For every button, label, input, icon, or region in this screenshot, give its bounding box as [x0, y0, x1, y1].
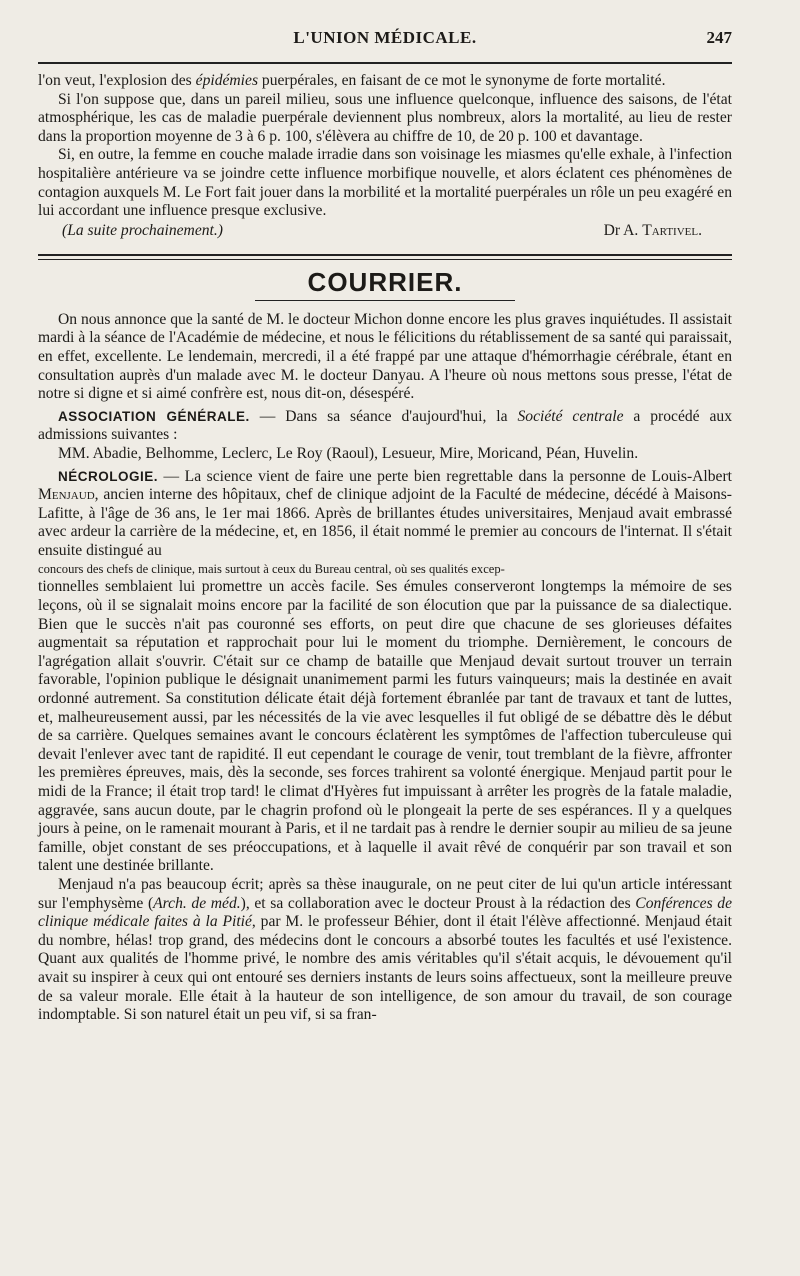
author-signature — [604, 221, 702, 240]
paragraph — [38, 408, 732, 445]
author-name: Tartivel. — [642, 221, 702, 239]
page-number: 247 — [706, 28, 732, 47]
text: , par M. le professeur Béhier, dont il était l'élève affectionné. Menjaud était du nombre, hélas! trop grand, des médecins dont le concours a absorbé toutes les facultés et usé l'existence. Quant aux qualités de l'homme privé, le nombre des amis véritables qu'il s'était acquis, le dévouement qu'il avait su inspirer à ceux qui ont entouré ses derniers instants de leurs soins affectueux, sont la meilleure preuve de sa valeur morale. Elle était à la hauteur de son intelligence, de son amour du travail, de son courage indomptable. Si son naturel était un peu vif, si sa fran- — [38, 913, 732, 1024]
emphasis: Arch. de méd. — [153, 894, 241, 912]
paragraph — [38, 876, 732, 1025]
section-divider — [38, 254, 732, 260]
emphasis: épidémies — [195, 72, 259, 89]
rubric-heading: ASSOCIATION GÉNÉRALE. — [58, 408, 250, 424]
paragraph: On nous annonce que la santé de M. le docteur Michon donne encore les plus graves inquiétudes. Il assistait mardi à la séance de l'Académie de médecine, et nous le félicitions du rétablissement de sa santé qui paraissait, en effet, excellente. Le lendemain, mercredi, il a été frappé par une attaque d'hémorrhagie cérébrale, étant en consultation auprès d'un malade avec M. le docteur Danyau. A l'heure où nous mettons sous presse, l'état de notre si digne et si aimé confrère est, nous dit-on, désespéré. — [38, 310, 732, 403]
text: puerpérales, en faisant de ce mot le synonyme de forte mortalité. — [258, 72, 666, 89]
rubric-heading: NÉCROLOGIE. — [58, 468, 159, 484]
text: — Dans sa séance d'aujourd'hui, la — [249, 407, 518, 425]
running-head — [38, 28, 732, 58]
courrier-section — [38, 311, 732, 1025]
paragraph — [38, 72, 732, 91]
journal-title: L'UNION MÉDICALE. — [293, 28, 477, 47]
section-title: COURRIER. — [307, 266, 463, 297]
emphasis: Conférences de clinique médicale faites à la Pitié — [38, 894, 733, 931]
paragraph: Si l'on suppose que, dans un pareil milieu, sous une influence quelconque, influence des saisons, de l'état atmosphérique, les cas de maladie puerpérale deviennent plus nombreux, alors la mortalité, au lieu de rester dans la proportion moyenne de 3 à 6 p. 100, s'élèvera au chiffre de 10, de 20 p. 100 et davantage. — [38, 90, 732, 145]
emphasis: Société centrale — [517, 407, 624, 425]
text: l'on veut, l'explosion des — [38, 72, 196, 89]
paragraph — [38, 468, 732, 561]
paragraph: tionnelles semblaient lui promettre un accès facile. Ses émules conserveront longtemps la mémoire de ses leçons, où il se signalait moins encore par la facilité de son élocution que par la puissance de sa dialectique. Bien que le succès n'ait pas couronné ses efforts, on peut dire que chacune de ses glorieuses défaites augmentait sa réputation et rapprochait pour lui le moment du triomphe. Dernièrement, le concours de l'agrégation allait s'ouvrir. C'était sur ce champ de bataille que Menjaud devait surtout trouver un terrain favorable, l'opinion publique le désignait unanimement parmi les futurs vainqueurs; mais la destinée en avait ordonné autrement. Sa constitution délicate était déjà fortement ébranlée par tant de travaux et tant de luttes, et, malheureusement aussi, par les nécessités de la vie avec lesquelles il fut obligé de se débattre dès le début de sa carrière. Quelques semaines avant le concours éclatèrent les symptômes de l'affection tuberculeuse qui devait l'enlever avec tant de rapidité. Il eut cependant le courage de venir, tout tremblant de la fièvre, affronter les premières épreuves, mais, dès la seconde, ses forces trahirent sa volonté énergique. Menjaud partit pour le midi de la France; il était trop tard! le climat d'Hyères fut impuissant à arrêter les progrès de la fatale maladie, aggravée, sans aucun doute, par le chagrin profond où le plongeait la perte de ses espérances. Il y a quelques jours à peine, on le ramenait mourant à Paris, et il ne tardait pas à rendre le dernier soupir au milieu de sa jeune famille, objet constant de ses préoccupations, et à laquelle il avait rêvé de conquérir par son travail et son talent une destinée brillante. — [38, 578, 732, 875]
paragraph: Si, en outre, la femme en couche malade irradie dans son voisinage les miasmes qu'elle exhale, à l'infection hospitalière antérieure va se joindre cette influence morbifique nouvelle, et alors éclatent ces phénomènes de contagion auxquels M. Le Fort fait jouer dans la morbilité et la mortalité puerpérales un rôle un peu exagéré en lui accordant une influence presque exclusive. — [38, 146, 732, 220]
author-prefix: Dr A. — [603, 221, 643, 239]
paragraph: MM. Abadie, Belhomme, Leclerc, Le Roy (Raoul), Lesueur, Mire, Moricand, Péan, Huvelin. — [58, 444, 639, 462]
paragraph: concours des chefs de clinique, mais surtout à ceux du Bureau central, où ses qualités excep- — [38, 562, 505, 577]
text: Menjaud n'a pas beaucoup écrit; après sa thèse inaugurale, on ne peut citer de lui qu'un article intéressant sur l'emphysème ( — [38, 875, 732, 912]
text: ), et sa collaboration avec le docteur Proust à la rédaction des — [240, 894, 636, 912]
title-underline — [255, 300, 515, 301]
top-article — [38, 72, 732, 240]
text: a procédé aux admissions suivantes : — [38, 407, 733, 444]
text: , ancien interne des hôpitaux, chef de clinique adjoint de la Faculté de médecine, décédé à Maisons-Lafitte, à l'âge de 36 ans, le 1er mai 1866. Après de brillantes études universitaires, Menjaud avait embrassé avec ardeur la carrière de la médecine, et, en 1856, il était nommé le premier au concours de l'internat. Il s'était ensuite distingué au — [38, 486, 732, 559]
signature-row — [38, 221, 732, 240]
text: — La science vient de faire une perte bien regrettable dans la personne de Louis-Albert — [158, 467, 732, 485]
person-name: Menjaud — [38, 486, 95, 504]
header-rule — [38, 62, 732, 64]
continuation-note: (La suite prochainement.) — [62, 221, 223, 239]
